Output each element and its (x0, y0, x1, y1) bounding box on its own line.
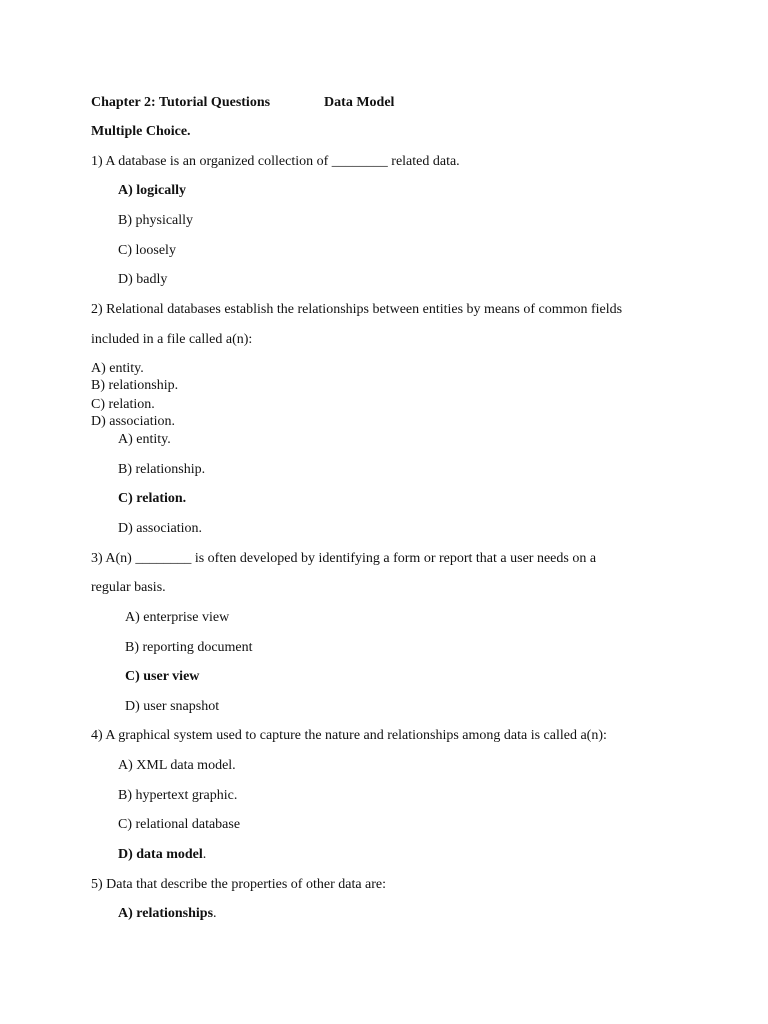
question-3-line-1: 3) A(n) ________ is often developed by identifying a form or report that a user needs on a (91, 551, 597, 566)
q4-option-a: A) XML data model. (118, 758, 236, 773)
section-title: Multiple Choice. (91, 124, 191, 139)
q3-option-c: C) user view (125, 669, 200, 684)
q2-plain-option-b: B) relationship. (91, 378, 179, 393)
q2-plain-option-a: A) entity. (91, 361, 144, 376)
q5-option-a (118, 905, 217, 923)
q5-answer-tail: . (213, 906, 217, 921)
question-2-line-1: 2) Relational databases establish the relationships between entities by means of common fields (91, 302, 623, 317)
q1-option-a: A) logically (118, 183, 187, 198)
chapter-title: Chapter 2: Tutorial Questions (91, 95, 271, 110)
q4-option-b: B) hypertext graphic. (118, 788, 238, 803)
q2-option-b: B) relationship. (118, 462, 206, 477)
question-2-line-2: included in a file called a(n): (91, 332, 253, 347)
q2-option-a: A) entity. (118, 432, 171, 447)
q1-option-c: C) loosely (118, 243, 176, 258)
q1-option-d: D) badly (118, 272, 168, 287)
q1-option-b: B) physically (118, 213, 194, 228)
q5-answer-bold: A) relationships (118, 906, 214, 921)
q2-plain-option-d: D) association. (91, 414, 175, 429)
question-1-text: 1) A database is an organized collection of ________ related data. (91, 154, 460, 169)
topic-title: Data Model (324, 95, 395, 110)
q2-plain-option-c: C) relation. (91, 397, 155, 412)
q2-option-c: C) relation. (118, 491, 187, 506)
q4-answer-tail: . (202, 847, 207, 862)
q3-option-b: B) reporting document (125, 640, 253, 655)
question-3-line-2: regular basis. (91, 580, 166, 595)
question-5-text: 5) Data that describe the properties of other data are: (91, 877, 387, 892)
q2-option-d: D) association. (118, 521, 202, 536)
q4-option-d (118, 846, 206, 864)
document-header (91, 94, 394, 112)
q3-option-d: D) user snapshot (125, 699, 220, 714)
question-4-text: 4) A graphical system used to capture the nature and relationships among data is called a(n): (91, 728, 607, 743)
q3-option-a: A) enterprise view (125, 610, 230, 625)
q4-answer-bold: D) data model (118, 847, 203, 862)
q4-option-c: C) relational database (118, 817, 241, 832)
